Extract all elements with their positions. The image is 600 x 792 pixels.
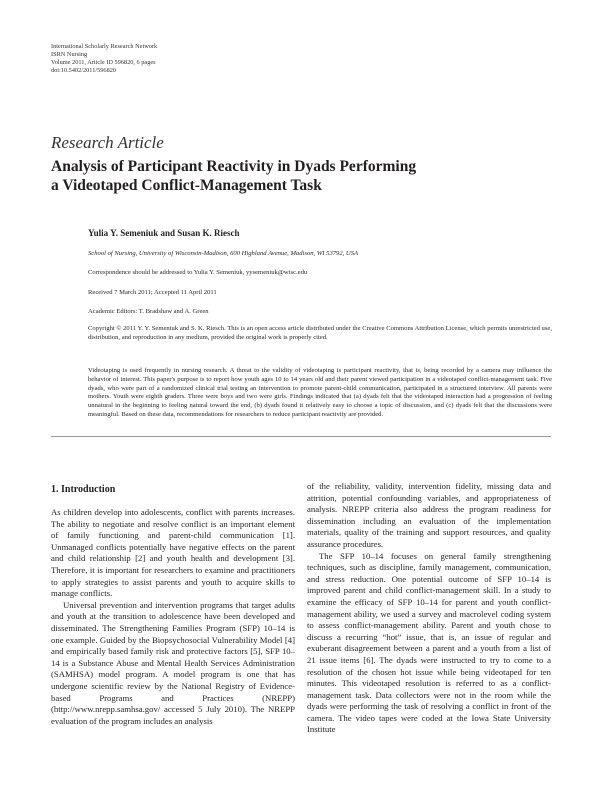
affiliation: School of Nursing, University of Wisconsin-Madison, 600 Highland Avenue, Madison, WI 53792, USA (88, 250, 359, 257)
article-title-line2: a Videotaped Conflict-Management Task (51, 177, 322, 194)
article-type: Research Article (51, 133, 164, 152)
copyright-notice: Copyright © 2011 Y. Y. Semeniuk and S. K. Riesch. This is an open access article distributed under the Creative Commons Attribution License, which permits unrestricted use, distribution, and reproduction in any medium, provided the original work is properly cited. (88, 325, 552, 341)
journal-header (51, 43, 157, 75)
paragraph: of the reliability, validity, intervention fidelity, missing data and attrition, potential confounding variables, and appropriateness of analysis. NREPP criteria also address the program readiness for dissemination including an evaluation of the implementation materials, quality of the training and support resources, and quality assurance procedures. (307, 481, 551, 549)
academic-editors: Academic Editors: T. Bradshaw and A. Green (88, 308, 209, 315)
journal-doi: doi:10.5402/2011/596820 (51, 67, 117, 74)
abstract: Videotaping is used frequently in nursing research. A threat to the validity of videotaping is participant reactivity, that is, being recorded by a camera may influence the behavior of interest. This paper's purpose is to report how youth ages 10 to 14 years old and their parent viewed participation in a videotaped conflict-management task. Five dyads, who were part of a randomized clinical trial testing an intervention to promote parent-child communication, participated in a structured interview. All parents were mothers. Youth were eighth graders. Three were boys and two were girls. Findings indicated that (a) dyads felt that the videotaped interaction had a progression of feeling unnatural in the beginning to feeling natural toward the end, (b) dyads found it relatively easy to choose a topic of discussion, and (c) dyads felt that the discussions were meaningful. Based on these data, recommendations for researchers to reduce participant reactivity are provided. (88, 367, 552, 418)
section-divider (51, 436, 551, 437)
paragraph: The SFP 10–14 focuses on general family strengthening techniques, such as discipline, family management, communication, and stress reduction. One potential outcome of SFP 10–14 is improved parent and child conflict-management skill. In a study to examine the efficacy of SFP 10–14 for parent and youth conflict-management ability, we used a survey and macrolevel coding system to assess conflict-management ability. Parent and youth chose to discuss a recurring “hot” issue, that is, an issue of regular and exuberant disagreement between a parent and a youth from a list of 21 issue items [6]. The dyads were instructed to try to come to a resolution of the chosen hot issue while being videotaped for ten minutes. This videotaped resolution is referred to as a conflict-management task. Data collectors were not in the room while the dyads were performing the task of resolving a conflict in front of the camera. The video tapes were coded at the Iowa State University Institute (307, 550, 551, 735)
section-heading: 1. Introduction (51, 484, 116, 495)
correspondence: Correspondence should be addressed to Yulia Y. Semeniuk, yysemeniuk@wisc.edu (88, 269, 308, 276)
right-column (307, 481, 551, 736)
journal-volume: Volume 2011, Article ID 596820, 6 pages (51, 59, 156, 66)
paragraph: Universal prevention and intervention programs that target adults and youth at the transition to adolescence have been developed and disseminated. The Strengthening Families Program (SFP) 10–14 is one example. Guided by the Biopsychosocial Vulnerability Model [4] and empirically based family risk and protective factors [5], SFP 10–14 is a Substance Abuse and Mental Health Services Administration (SAMHSA) model program. A model program is one that has undergone scientific review by the National Registry of Evidence-based Programs and Practices (NREPP) (http://www.nrepp.samhsa.gov/ accessed 5 July 2010). The NREPP evaluation of the program includes an analysis (51, 599, 295, 726)
authors: Yulia Y. Semeniuk and Susan K. Riesch (88, 228, 240, 238)
article-title-line1: Analysis of Participant Reactivity in Dyads Performing (51, 158, 417, 175)
article-title (51, 157, 551, 195)
left-column (51, 507, 295, 727)
received-accepted-dates: Received 7 March 2011; Accepted 11 April 2011 (88, 289, 217, 296)
journal-network: International Scholarly Research Network (51, 43, 158, 50)
paragraph: As children develop into adolescents, conflict with parents increases. The ability to negotiate and resolve conflict is an important element of family functioning and parent-child communication [1]. Unmanaged conflicts potentially have negative effects on the parent and child relationship [2] and youth health and development [3]. Therefore, it is important for researchers to examine and practitioners to apply strategies to assist parents and youth to acquire skills to manage conflicts. (51, 507, 295, 599)
journal-title: ISRN Nursing (51, 51, 88, 58)
